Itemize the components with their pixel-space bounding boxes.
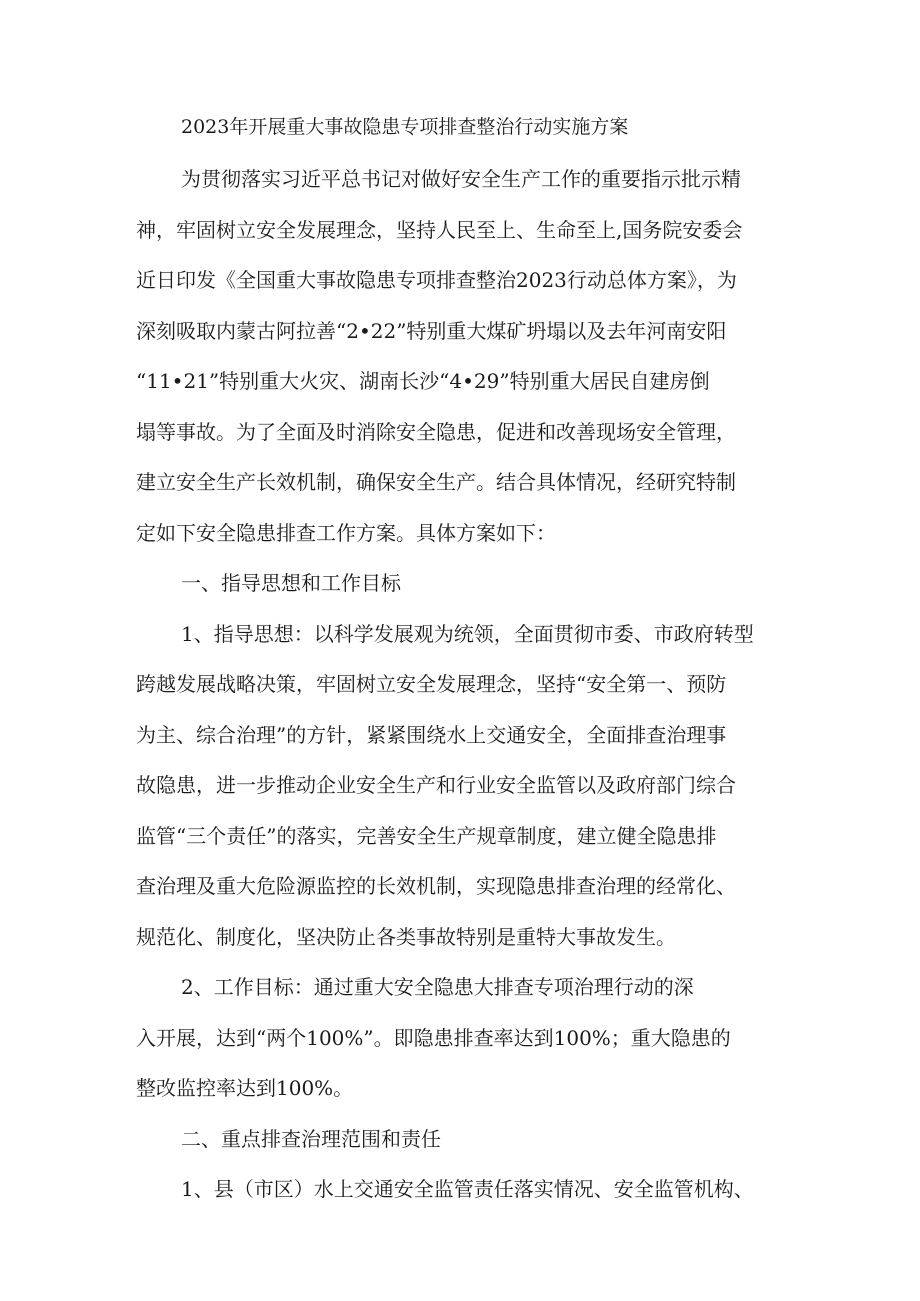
paragraph-line: 建立安全生产长效机制，确保安全生产。结合具体情况，经研究特制 [136,470,736,494]
section-heading: 一、指导思想和工作目标 [181,571,401,595]
paragraph-line: 塌等事故。为了全面及时消除安全隐患，促进和改善现场安全管理， [136,420,736,444]
paragraph-line: 神，牢固树立安全发展理念，坚持人民至上、生命至上,国务院安委会 [136,218,743,242]
paragraph-line: 跨越发展战略决策，牢固树立安全发展理念，坚持“安全第一、预防 [136,672,727,696]
paragraph-line: 规范化、制度化，坚决防止各类事故特别是重特大事故发生。 [136,925,676,949]
paragraph-line: 1、指导思想：以科学发展观为统领，全面贯彻市委、市政府转型 [181,622,754,646]
paragraph-line: 为贯彻落实习近平总书记对做好安全生产工作的重要指示批示精 [181,167,741,191]
paragraph-line: 近日印发《全国重大事故隐患专项排查整治2023行动总体方案》，为 [136,268,737,292]
paragraph-line: 查治理及重大危险源监控的长效机制，实现隐患排查治理的经常化、 [136,874,736,898]
document-title: 2023年开展重大事故隐患专项排查整治行动实施方案 [181,116,629,138]
paragraph-line: 为主、综合治理”的方针，紧紧围绕水上交通安全，全面排查治理事 [136,723,727,747]
paragraph-line: 入开展，达到“两个100%”。即隐患排查率达到100%；重大隐患的 [136,1026,731,1050]
paragraph-line: 监管“三个责任”的落实，完善安全生产规章制度，建立健全隐患排 [136,824,717,848]
section-heading: 二、重点排查治理范围和责任 [181,1127,441,1151]
paragraph-line: 1、县（市区）水上交通安全监管责任落实情况、安全监管机构、 [181,1177,754,1201]
paragraph-line: 深刻吸取内蒙古阿拉善“2•22”特别重大煤矿坍塌以及去年河南安阳 [136,319,727,343]
paragraph-line: 2、工作目标：通过重大安全隐患大排查专项治理行动的深 [181,975,694,999]
paragraph-line: “11•21”特别重大火灾、湖南长沙“4•29”特别重大居民自建房倒 [136,369,710,393]
paragraph-line: 整改监控率达到100%。 [136,1076,354,1100]
paragraph-line: 定如下安全隐患排查工作方案。具体方案如下： [136,521,556,545]
paragraph-line: 故隐患，进一步推动企业安全生产和行业安全监管以及政府部门综合 [136,773,736,797]
